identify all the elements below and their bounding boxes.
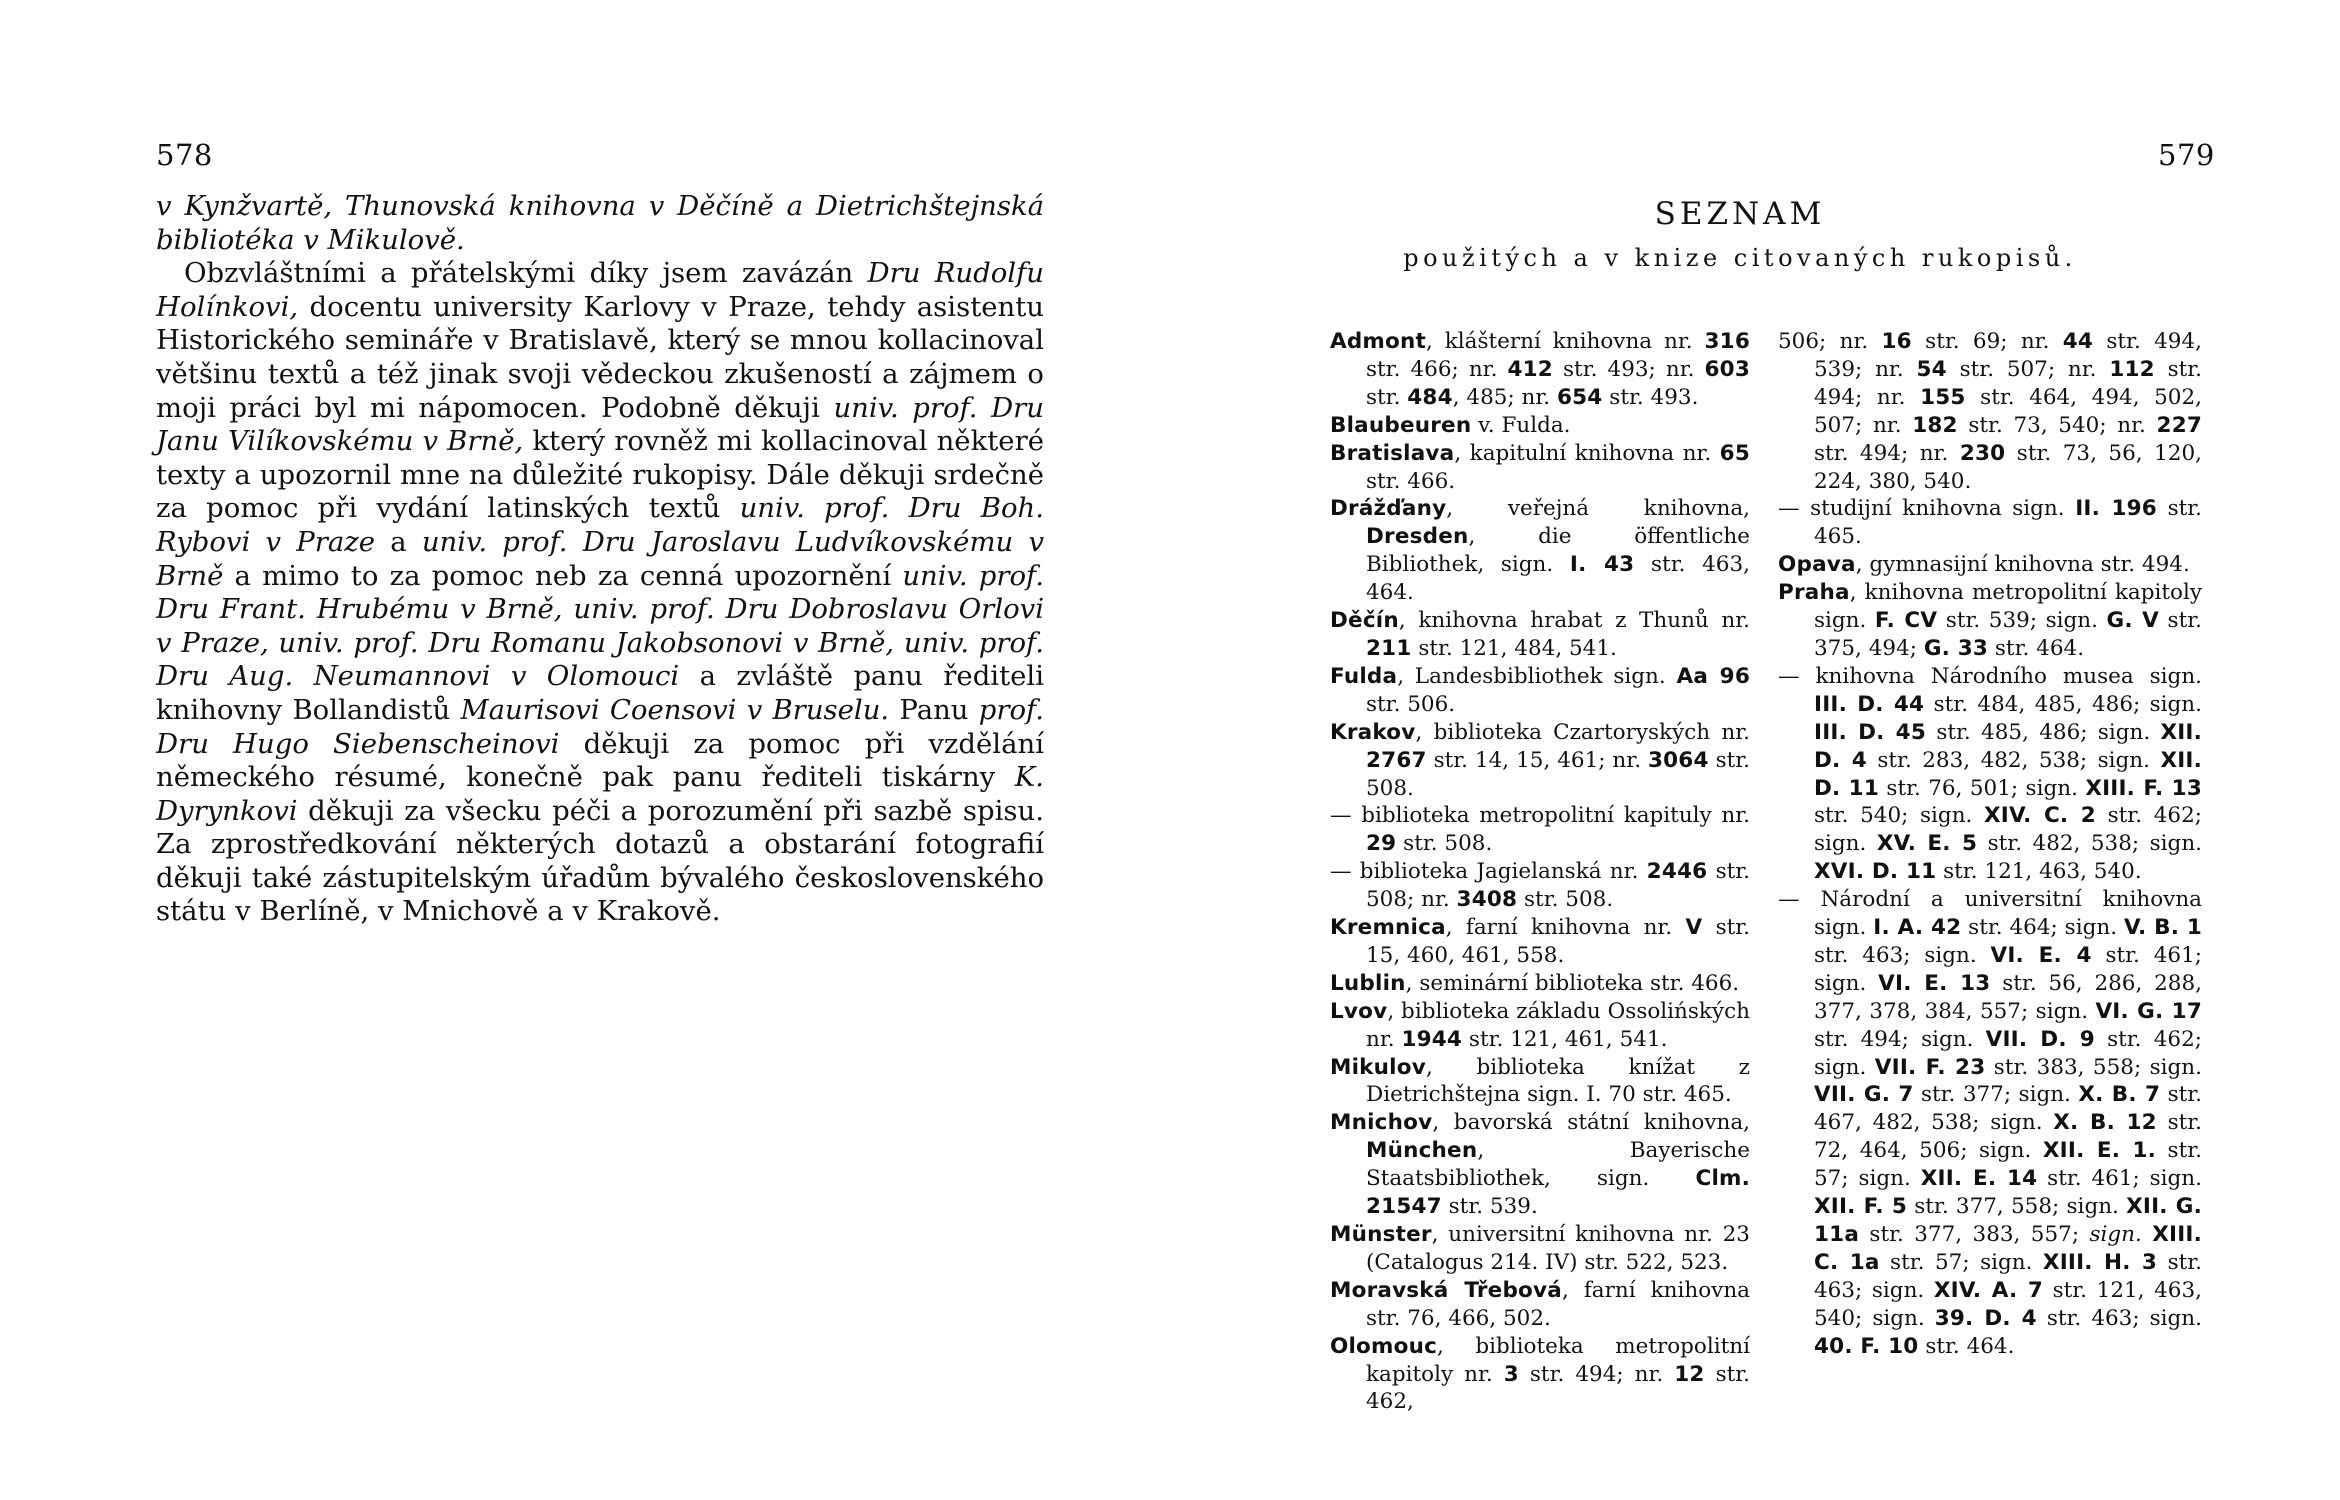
bold-term: 484	[1407, 384, 1453, 410]
text-run: str. 15, 460, 461, 558.	[1366, 915, 1750, 968]
bold-term: München	[1366, 1138, 1478, 1164]
text-run: str. 461; sign.	[1814, 942, 2202, 996]
italic-text: univ. prof. Dru Jaroslavu Ludvíkovskému v Brně	[156, 525, 1044, 592]
text-run: , biblioteka knížat z Dietrichštejna sign. I. 70 str. 465.	[1366, 1054, 1750, 1108]
text-run: str. 462; sign.	[1814, 1026, 2202, 1080]
text-run: , veřejná knihovna,	[1446, 496, 1750, 522]
text-run: str. 57; sign.	[1814, 1138, 2202, 1192]
bold-term: Moravská Třebová	[1330, 1277, 1562, 1303]
text-run: str. 467, 482, 538; sign.	[1814, 1082, 2202, 1136]
italic-text: sign.	[2089, 1222, 2142, 1247]
bold-term: V. B. 1	[2123, 915, 2202, 941]
text-run: str. 375, 494;	[1814, 608, 2202, 661]
text-run: , 485; nr.	[1452, 384, 1557, 410]
index-entry	[1330, 663, 1750, 719]
bold-term: XII. D. 11	[1814, 747, 2202, 801]
text-run: , farní knihovna str. 76, 466, 502.	[1366, 1277, 1750, 1331]
bold-term: 65	[1719, 440, 1750, 466]
text-run: , Landesbibliothek sign.	[1397, 663, 1677, 689]
text-run: a zvláště panu řediteli knihovny Bollandistů	[156, 660, 1045, 726]
text-run: , kapitulní knihovna nr.	[1454, 440, 1720, 466]
bold-term: X. B. 12	[2053, 1110, 2157, 1136]
bold-term: Dresden	[1366, 524, 1469, 550]
text-run: str. 377, 383, 557;	[1859, 1222, 2090, 1247]
left-page-number: 578	[156, 138, 213, 172]
text-run: str. 377; sign.	[1913, 1082, 2079, 1108]
text-run: str. 507; nr.	[1946, 356, 2110, 382]
bold-term: XIV. A. 7	[1933, 1277, 2043, 1303]
index-entry	[1778, 328, 2202, 495]
italic-text: univ. prof. Dru Boh. Rybovi v Praze	[156, 492, 1045, 558]
text-run: str. 466; nr.	[1366, 356, 1508, 382]
bold-term: 227	[2156, 412, 2203, 438]
index-entry	[1330, 998, 1750, 1054]
text-run: str. 461; sign.	[2037, 1166, 2202, 1192]
bold-term: 112	[2109, 356, 2155, 382]
text-run	[2142, 1222, 2152, 1247]
text-run: str. 539.	[1441, 1194, 1538, 1220]
index-entry	[1330, 495, 1750, 607]
index-entry	[1778, 886, 2202, 1360]
text-run: , universitní knihovna nr. 23 (Catalogus 214. IV) str. 522, 523.	[1366, 1222, 1750, 1275]
index-entry	[1330, 858, 1750, 914]
bold-term: G. 33	[1923, 635, 1989, 661]
text-run: str. 121, 461, 541.	[1462, 1026, 1668, 1052]
text-run: str. 484, 485, 486; sign.	[1924, 691, 2202, 717]
bold-term: Aa 96	[1676, 663, 1750, 689]
index-entry	[1330, 1054, 1750, 1110]
bold-term: VII. D. 9	[1985, 1026, 2095, 1052]
bold-term: XII. E. 14	[1920, 1166, 2038, 1192]
index-entry	[1330, 1109, 1750, 1221]
bold-term: 12	[1674, 1361, 1705, 1387]
text-run: — biblioteka metropolitní kapituly nr.	[1330, 803, 1750, 829]
index-entry	[1330, 1333, 1750, 1417]
text-run: , knihovna hrabat z Thunů nr.	[1398, 608, 1750, 634]
text-run: , knihovna metropolitní kapitoly sign.	[1814, 580, 2202, 634]
text-run: a	[375, 525, 422, 558]
bold-term: 1944	[1401, 1026, 1463, 1052]
text-run: str. 463; sign.	[2036, 1305, 2202, 1331]
text-run: a mimo to za pomoc neb za cenná upozornění	[223, 559, 903, 592]
paragraph	[156, 257, 1044, 929]
bold-term: Kremnica	[1330, 915, 1446, 941]
italic-text: prof. Dru Hugo Siebenscheinovi	[156, 693, 1044, 760]
text-run: str. 121, 463, 540; sign.	[1814, 1277, 2202, 1331]
index-entry	[1330, 328, 1750, 412]
text-run: str. 283, 482, 538; sign.	[1866, 747, 2161, 773]
italic-text: Dru Rudolfu Holínkovi,	[156, 257, 1044, 323]
text-run: str. 494; sign.	[1814, 1026, 1986, 1052]
bold-term: 230	[1959, 440, 2006, 466]
bold-term: VII. F. 23	[1874, 1054, 1986, 1080]
text-run: , biblioteka Czartoryských nr.	[1415, 719, 1750, 745]
bold-term: Opava	[1778, 552, 1856, 578]
text-run: str. 72, 464, 506; sign.	[1814, 1110, 2203, 1164]
text-run: str. 56, 286, 288, 377, 378, 384, 557; sign.	[1814, 970, 2202, 1024]
text-run: str. 539; sign.	[1937, 608, 2107, 634]
italic-text: univ. prof. Dru Janu Vilíkovskému v Brně,	[156, 391, 1044, 458]
bold-term: V	[1685, 915, 1703, 941]
text-run: Panu	[889, 693, 979, 726]
index-entry	[1778, 495, 2202, 551]
text-run: str. 383, 558; sign.	[1985, 1054, 2202, 1080]
bold-term: 3408	[1456, 887, 1518, 913]
text-run: str. 494; nr.	[1814, 440, 1960, 466]
bold-term: Lublin	[1330, 970, 1406, 996]
text-run: str. 494, 539; nr.	[1814, 329, 2202, 382]
bold-term: XII. D. 4	[1814, 719, 2202, 773]
bold-term: XV. E. 5	[1876, 831, 1978, 857]
bold-term: XIII. C. 1a	[1814, 1222, 2202, 1275]
bold-term: Praha	[1778, 580, 1850, 606]
bold-term: Krakov	[1330, 719, 1416, 745]
text-run: str. 508.	[1517, 887, 1614, 913]
index-entry	[1330, 1277, 1750, 1333]
bold-term: XIII. F. 13	[2085, 775, 2202, 801]
italic-text: univ. prof. Dru Frant. Hrubému v Brně, univ. prof. Dru Dobroslavu Orlovi v Praze, univ. prof. Dru Romanu Jakobsonovi v Brně, univ. prof. Dru Aug. Neumannovi v Olomouci	[156, 559, 1044, 693]
bold-term: 155	[1920, 384, 1966, 410]
text-run: str. 377, 558; sign.	[1906, 1194, 2127, 1220]
bold-term: 211	[1366, 635, 1412, 661]
paragraph	[156, 190, 1044, 257]
bold-term: 29	[1366, 831, 1397, 857]
text-run: , klášterní knihovna nr.	[1426, 329, 1705, 354]
bold-term: XII. G. 11a	[1814, 1194, 2202, 1247]
italic-text: v Kynžvartě, Thunovská knihovna v Děčíně a Dietrichštejnská bibliotéka v Mikulově.	[156, 190, 1044, 256]
text-run: v. Fulda.	[1471, 412, 1571, 438]
bold-term: II. 196	[2075, 496, 2157, 522]
text-run: str. 73, 540; nr.	[1957, 412, 2157, 438]
bold-term: 44	[2062, 329, 2094, 354]
text-run: , biblioteka metropolitní kapitoly nr.	[1366, 1333, 1750, 1387]
bold-term: 40. F. 10	[1814, 1333, 1919, 1359]
italic-text: Maurisovi Coensovi v Bruselu.	[460, 693, 890, 726]
text-run: str. 463; sign.	[1814, 1249, 2202, 1303]
bold-term: Drážďany	[1330, 496, 1447, 522]
bold-term: Olomouc	[1330, 1333, 1438, 1359]
text-run: Obzvláštními a přátelskými díky jsem zavázán	[184, 257, 868, 290]
text-run: děkuji za všecku péči a porozumění při sazbě spisu. Za zprostředkování některých dotazů a obstarání fotografií děkuji také zástupitelským úřadům bývalého československého státu v Berlíně, v Mnichově a v Krakově.	[156, 794, 1044, 928]
text-run: str. 462; sign.	[1814, 803, 2202, 857]
index-entry	[1778, 663, 2202, 886]
text-run: str. 69; nr.	[1911, 329, 2063, 354]
text-run: str. 485, 486; sign.	[1926, 719, 2161, 745]
bold-term: 182	[1912, 412, 1958, 438]
index-entry	[1330, 970, 1750, 998]
text-run: str. 508; nr.	[1366, 859, 1750, 913]
text-run: , gymnasijní knihovna str. 494.	[1855, 552, 2190, 578]
text-run: — biblioteka Jagielanská nr.	[1330, 859, 1647, 885]
text-run: str. 540; sign.	[1814, 803, 1985, 829]
bold-term: Mnichov	[1330, 1110, 1433, 1136]
bold-term: III. D. 44	[1814, 691, 1925, 717]
acknowledgements-text	[156, 190, 1044, 929]
text-run: str. 493; nr.	[1552, 356, 1705, 382]
text-run: str. 465.	[1814, 496, 2202, 550]
text-run: , die öffentliche Bibliothek, sign.	[1366, 524, 1750, 578]
bold-term: 2446	[1646, 859, 1708, 885]
bold-term: Fulda	[1330, 663, 1398, 689]
text-run: str. 508.	[1396, 831, 1493, 857]
text-run: str. 466.	[1366, 468, 1456, 494]
text-run: , seminární biblioteka str. 466.	[1405, 970, 1740, 996]
index-entry	[1330, 607, 1750, 663]
text-run: str. 57; sign.	[1879, 1249, 2043, 1275]
text-run: str. 464, 494, 502, 507; nr.	[1814, 384, 2202, 438]
index-entry	[1330, 914, 1750, 970]
text-run: str. 508.	[1366, 747, 1750, 801]
text-run: str. 76, 501; sign.	[1879, 775, 2086, 801]
bold-term: XII. E. 1.	[2042, 1138, 2157, 1164]
text-run: str. 464.	[1988, 635, 2085, 661]
bold-term: 3064	[1647, 747, 1709, 773]
right-page-number: 579	[2158, 138, 2215, 172]
bold-term: 412	[1507, 356, 1553, 382]
bold-term: X. B. 7	[2078, 1082, 2161, 1108]
bold-term: XIII. H. 3	[2042, 1249, 2158, 1275]
bold-term: 654	[1556, 384, 1603, 410]
bold-term: 39. D. 4	[1934, 1305, 2037, 1331]
bold-term: Admont	[1330, 329, 1426, 354]
text-run: str. 464.	[1918, 1333, 2015, 1359]
text-run: str. 121, 463, 540.	[1936, 859, 2142, 885]
text-run: docentu university Karlovy v Praze, tehdy asistentu Historického semináře v Bratislavě, který se mnou kollacinoval většinu textů a též jinak svoji vědeckou zkušeností a zájmem o moji práci byl mi nápomocen. Podobně děkuji	[156, 290, 1044, 424]
bold-term: VI. E. 4	[1990, 942, 2092, 968]
index-column-1	[1330, 328, 1750, 1416]
text-run: str. 494; nr.	[1518, 1361, 1675, 1387]
bold-term: I. A. 42	[1873, 915, 1962, 941]
bold-term: VII. G. 7	[1814, 1082, 1914, 1108]
bold-term: III. D. 45	[1814, 719, 1927, 745]
bold-term: I. 43	[1569, 552, 1635, 578]
bold-term: 603	[1704, 356, 1750, 382]
bold-term: 316	[1704, 329, 1750, 354]
bold-term: Lvov	[1330, 998, 1388, 1024]
bold-term: XII. F. 5	[1814, 1194, 1907, 1220]
text-run: str. 463; sign.	[1814, 942, 1991, 968]
text-run: , farní knihovna nr.	[1445, 915, 1686, 941]
text-run: str. 463, 464.	[1366, 552, 1750, 606]
index-column-2	[1778, 328, 2202, 1361]
bold-term: Mikulov	[1330, 1054, 1426, 1080]
text-run: str. 462,	[1366, 1361, 1750, 1415]
text-run: — knihovna Národního musea sign.	[1778, 663, 2202, 689]
text-run: str. 464; sign.	[1961, 915, 2124, 941]
bold-term: VI. G. 17	[2095, 998, 2202, 1024]
bold-term: Děčín	[1330, 608, 1399, 634]
index-entry	[1778, 579, 2202, 663]
text-run: str.	[1366, 384, 1408, 410]
index-entry	[1330, 719, 1750, 803]
index-entry	[1330, 1221, 1750, 1277]
italic-text: K. Dyrynkovi	[156, 761, 1044, 827]
text-run: který rovněž mi kollacinoval některé texty a upozornil mne na důležité rukopisy. Dále děkuji srdečně za pomoc při vydání latinských textů	[156, 425, 1044, 525]
text-run: str. 482, 538; sign.	[1977, 831, 2202, 857]
text-run: , Bayerische Staatsbibliothek, sign.	[1366, 1138, 1750, 1192]
bold-term: XIV. C. 2	[1984, 803, 2096, 829]
text-run: str. 14, 15, 461; nr.	[1426, 747, 1648, 773]
text-run: — studijní knihovna sign.	[1778, 496, 2076, 522]
bold-term: 3	[1503, 1361, 1519, 1387]
bold-term: Blaubeuren	[1330, 412, 1472, 438]
index-subtitle: použitých a v knize citovaných rukopisů.	[1403, 244, 2077, 272]
text-run: , bavorská státní knihovna,	[1432, 1110, 1750, 1136]
bold-term: VI. E. 13	[1878, 970, 1991, 996]
text-run: str. 493.	[1602, 384, 1699, 410]
bold-term: F. CV	[1874, 608, 1938, 634]
text-run: děkuji za pomoc při vzdělání německého résumé, konečně pak panu řediteli tiskárny	[156, 727, 1044, 794]
bold-term: G. V	[2106, 608, 2159, 634]
text-run: str. 494; nr.	[1814, 356, 2203, 410]
index-title: SEZNAM	[1654, 196, 1826, 232]
text-run: str. 121, 484, 541.	[1411, 635, 1617, 661]
text-run: — Národní a universitní knihovna sign.	[1778, 887, 2202, 941]
bold-term: Münster	[1330, 1222, 1432, 1247]
index-entry	[1330, 412, 1750, 440]
index-entry	[1330, 440, 1750, 496]
bold-term: XVI. D. 11	[1814, 859, 1937, 885]
index-entry	[1778, 551, 2202, 579]
text-run: , biblioteka základu Ossolińských nr.	[1366, 998, 1750, 1052]
bold-term: Bratislava	[1330, 440, 1455, 466]
text-run: str. 506.	[1366, 691, 1456, 717]
text-run: str. 73, 56, 120, 224, 380, 540.	[1814, 440, 2202, 494]
bold-term: 54	[1916, 356, 1947, 382]
bold-term: 16	[1881, 329, 1912, 354]
bold-term: 2767	[1366, 747, 1427, 773]
text-run: 506; nr.	[1778, 329, 1882, 354]
index-entry	[1330, 802, 1750, 858]
bold-term: Clm. 21547	[1366, 1166, 1750, 1220]
